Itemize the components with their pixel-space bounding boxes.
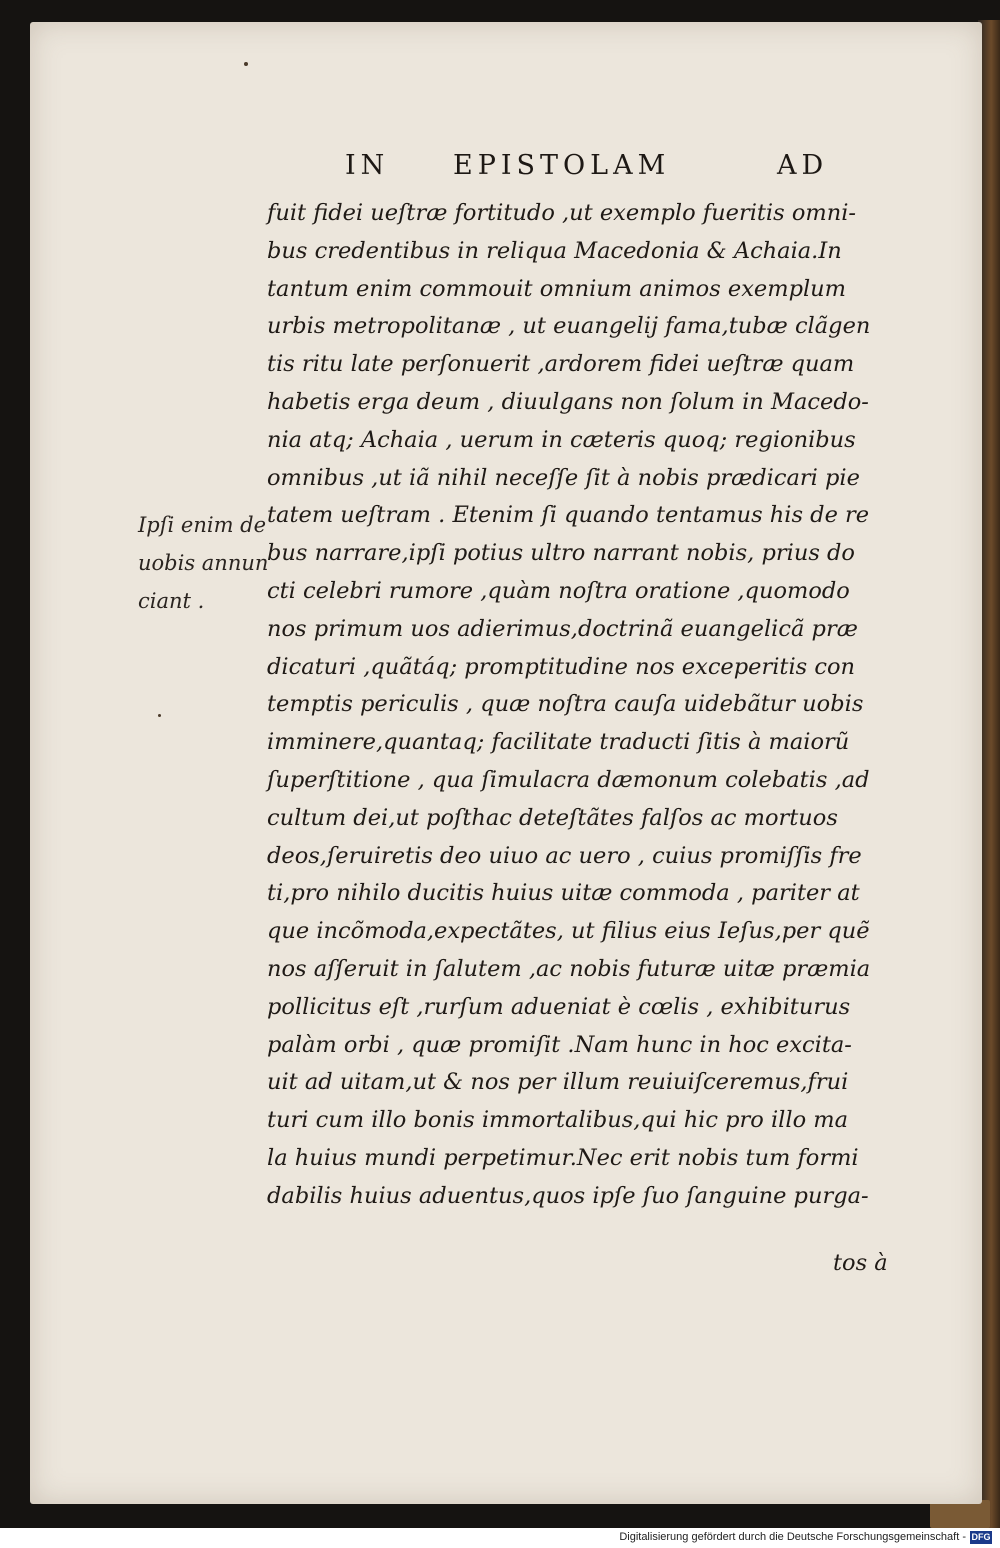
running-head-word: AD [777, 150, 829, 181]
text-line: nos aſſeruit in ſalutem ,ac nobis futuræ uitæ præmia [267, 955, 871, 982]
running-head [345, 150, 845, 190]
digitization-footer [0, 1528, 1000, 1548]
text-line: urbis metropolitanæ , ut euangelij fama,tubæ clãgen [267, 313, 871, 340]
catchword: tos à [833, 1250, 888, 1276]
text-line: bus narrare,ipſi potius ultro narrant nobis, prius do [267, 540, 855, 567]
text-line: cti celebri rumore ,quàm noſtra oratione ,quomodo [267, 577, 850, 604]
footer-credit: Digitalisierung gefördert durch die Deutsche Forschungsgemeinschaft - [619, 1531, 966, 1543]
ink-speck [244, 62, 248, 66]
text-line: tis ritu late perſonuerit ,ardorem fidei ueſtræ quam [267, 351, 855, 378]
text-line: palàm orbi , quæ promiſit .Nam hunc in hoc excita- [267, 1031, 852, 1058]
text-line: nos primum uos adierimus,doctrinã euangelicã præ [267, 615, 858, 642]
text-line: que incõmoda,expectãtes, ut filius eius Ieſus,per quẽ [267, 918, 870, 945]
text-line: dabilis huius aduentus,quos ipſe ſuo ſanguine purga- [267, 1182, 869, 1209]
dfg-logo[interactable]: DFG [971, 1532, 991, 1542]
text-line: tatem ueſtram . Etenim ſi quando tentamus his de re [267, 502, 870, 529]
text-line: bus credentibus in reliqua Macedonia & Achaia.In [267, 237, 842, 264]
text-line: pollicitus eſt ,rurſum adueniat è cœlis , exhibiturus [267, 993, 851, 1020]
text-line: deos,ſeruiretis deo uiuo ac uero , cuius promiſſis fre [267, 842, 862, 869]
text-line: dicaturi ,quãtáq; promptitudine nos exceperitis con [267, 653, 855, 680]
text-line: fuit fidei ueſtræ fortitudo ,ut exemplo fueritis omni- [267, 200, 856, 226]
text-line: turi cum illo bonis immortalibus,qui hic pro illo ma [267, 1107, 849, 1134]
marginal-line: ciant . [138, 588, 205, 613]
text-line: habetis erga deum , diuulgans non ſolum in Macedo- [267, 388, 869, 415]
ink-speck [158, 714, 161, 717]
running-head-word: IN [345, 150, 390, 181]
text-line: imminere,quantaq; facilitate traducti ſitis à maiorũ [267, 729, 850, 756]
marginal-note [138, 507, 278, 620]
text-line: cultum dei,ut poſthac deteſtãtes falſos ac mortuos [267, 804, 838, 831]
binding-corner [930, 1500, 990, 1528]
text-line: temptis periculis , quæ noſtra cauſa uidebãtur uobis [267, 691, 864, 718]
text-line: tantum enim commouit omnium animos exemplum [267, 275, 847, 302]
text-line: omnibus ,ut iã nihil neceſſe ſit à nobis prædicari pie [267, 464, 860, 491]
text-line: uit ad uitam,ut & nos per illum reuiuiſceremus,frui [267, 1069, 849, 1096]
text-line: nia atq; Achaia , uerum in cæteris quoq; regionibus [267, 426, 856, 453]
marginal-line: Ipſi enim de [138, 513, 267, 537]
text-line: ſuperſtitione , qua ſimulacra dæmonum colebatis ,ad [267, 766, 870, 793]
body-text [267, 195, 927, 1216]
text-line: la huius mundi perpetimur.Nec erit nobis tum formi [267, 1144, 859, 1171]
marginal-line: uobis annun [138, 550, 269, 575]
text-line: ti,pro nihilo ducitis huius uitæ commoda , pariter at [267, 880, 860, 907]
running-head-word: EPISTOLAM [453, 150, 671, 181]
